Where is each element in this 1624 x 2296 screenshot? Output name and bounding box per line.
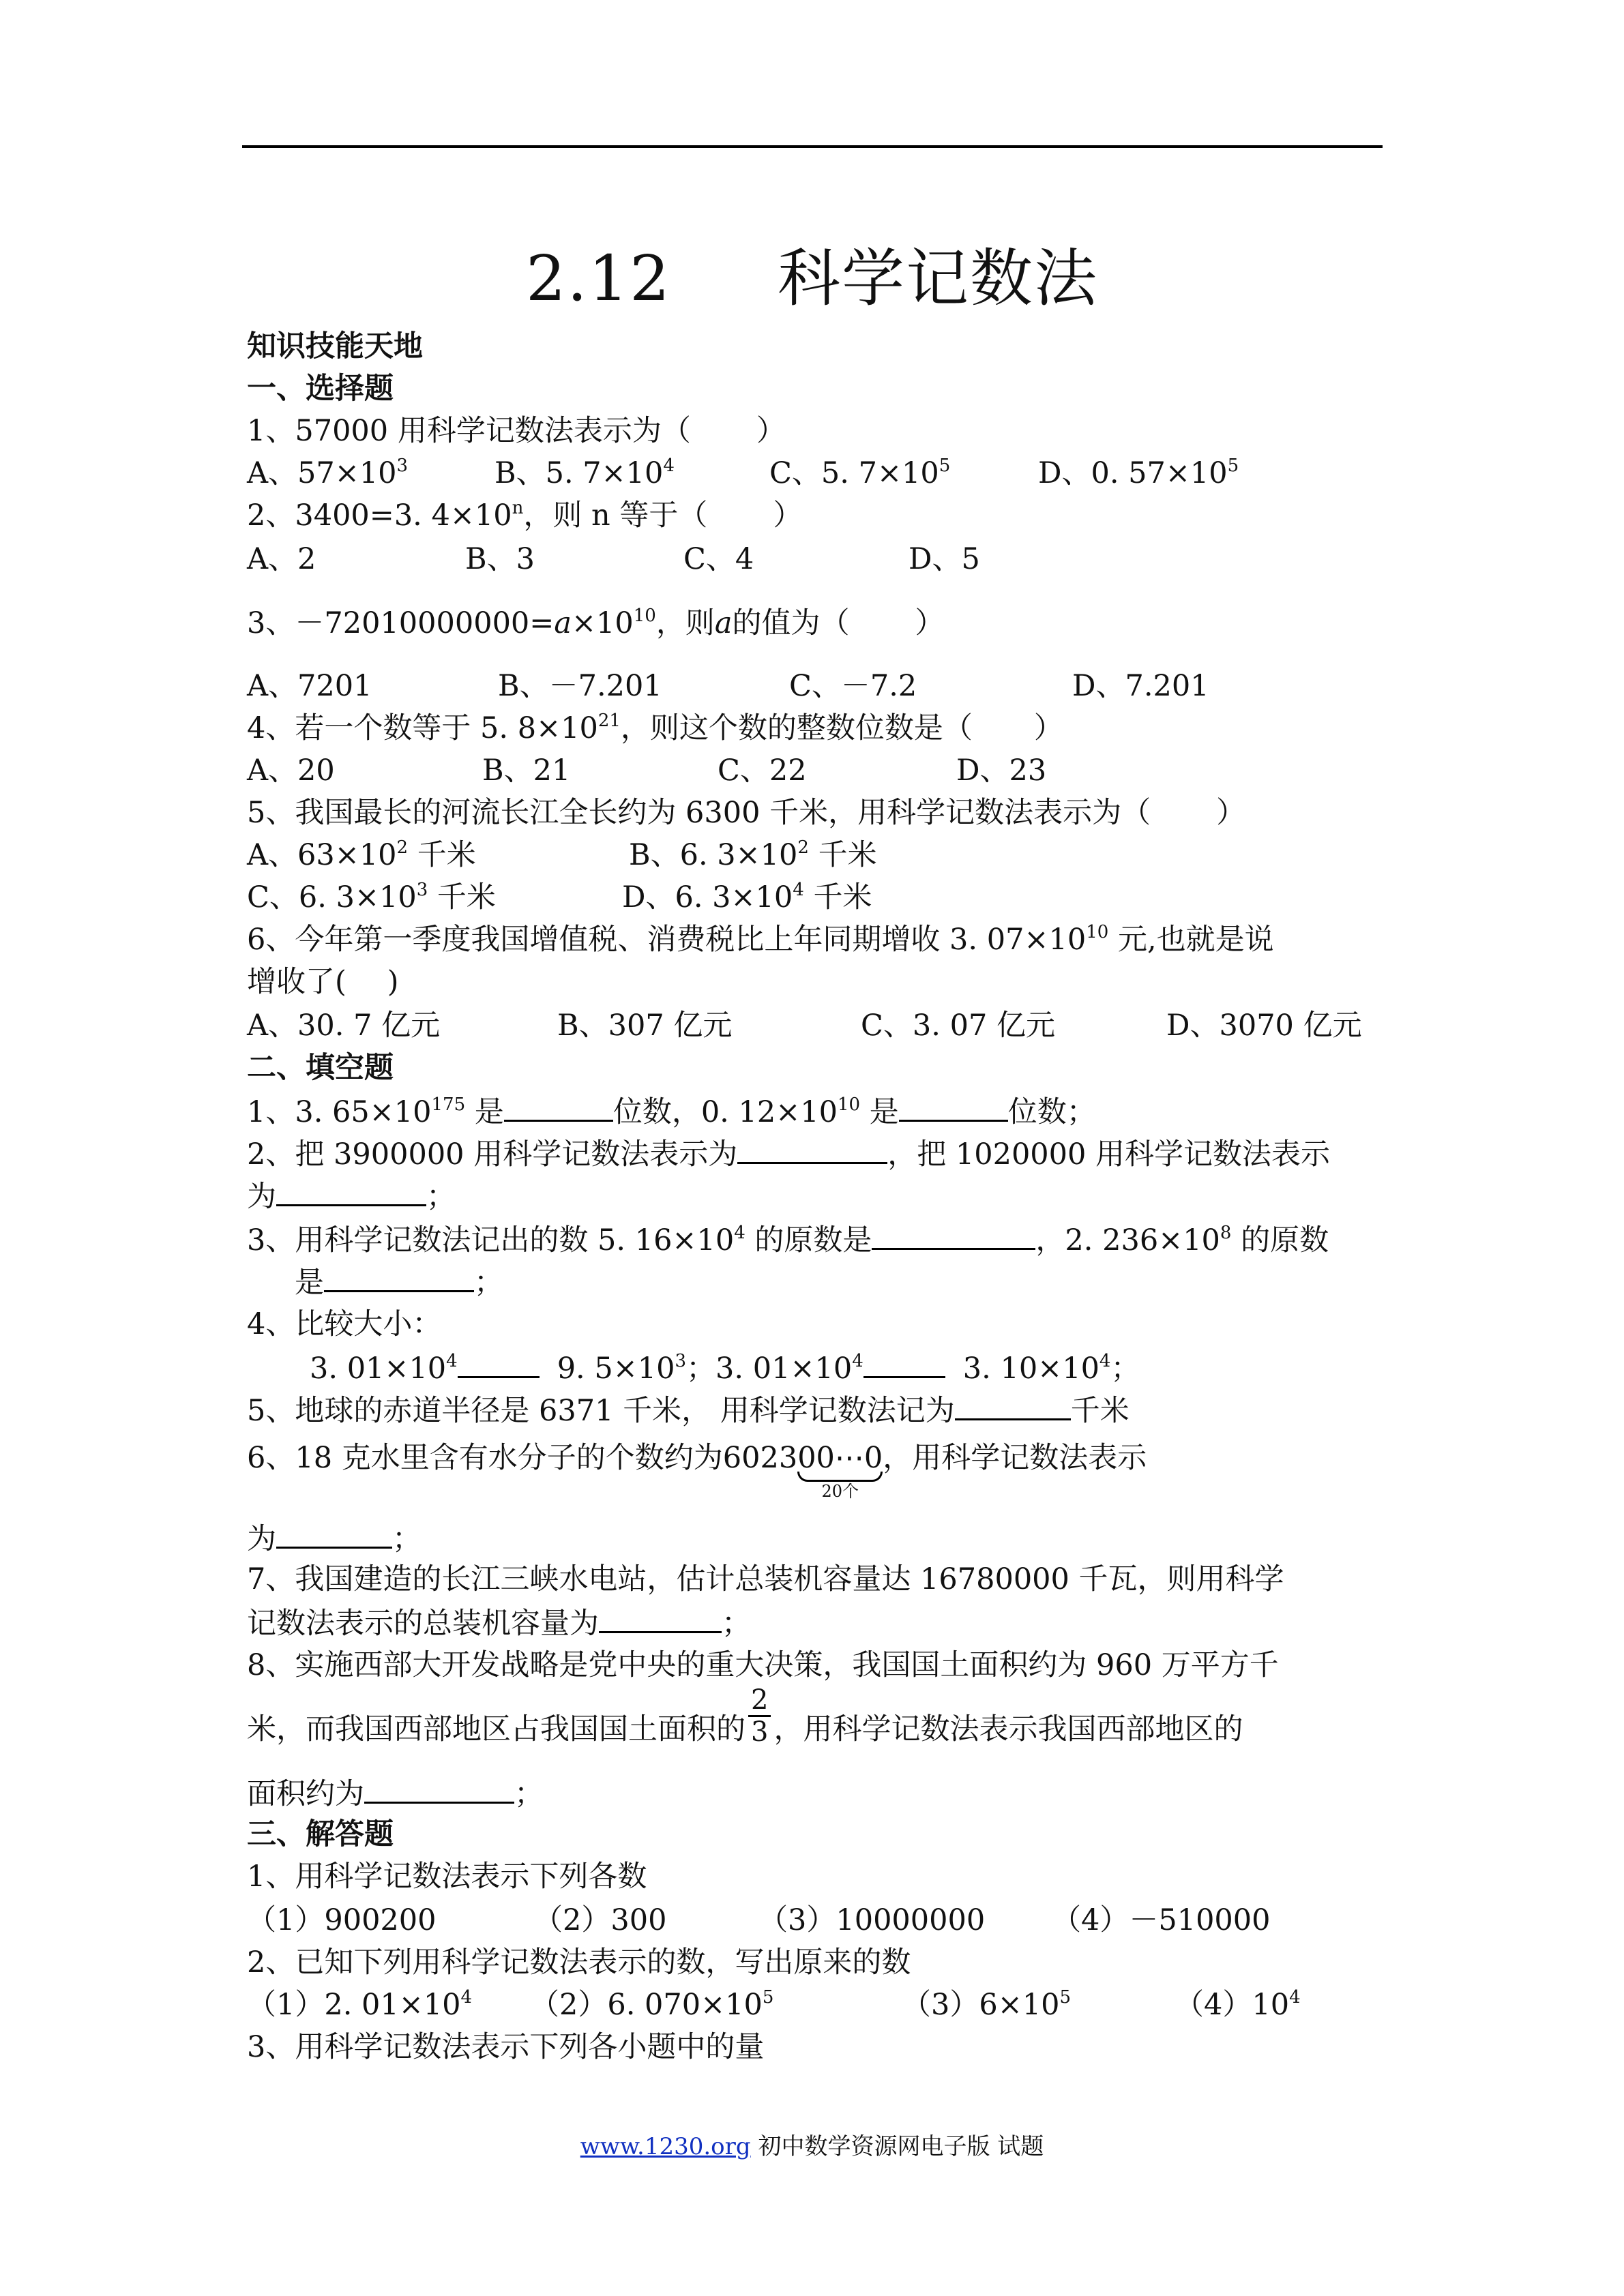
page-title: 2.12 科学记数法 [525,242,1099,315]
answer-blank[interactable] [458,1349,540,1378]
answer-blank[interactable] [364,1774,514,1804]
solve-3: 3、用科学记数法表示下列各小题中的量 [247,2030,765,2064]
fill-2: 2、把 3900000 用科学记数法表示为 ，把 1020000 用科学记数法表示 [247,1135,1330,1172]
section-heading: 知识技能天地 [247,329,423,363]
answer-blank[interactable] [504,1092,613,1122]
section-solve: 三、解答题 [247,1817,394,1851]
question-3: 3、$-72010000000=a\times 10^{10}$，则a的值为（ ） [247,605,945,640]
fill-6-line2: 为 ； [247,1519,422,1557]
fill-2-line2: 为 ； [247,1177,456,1214]
fraction: $\frac{2}{3}$ [748,1685,771,1747]
question-1: 1、57000 用科学记数法表示为（ ） [247,414,786,448]
answer-blank[interactable] [863,1349,945,1378]
option-d: D、0. $57\times 10^5$ [1038,455,1239,490]
fill-7: 7、我国建造的长江三峡水电站，估计总装机容量达 16780000 千瓦，则用科学 [247,1562,1284,1596]
answer-blank[interactable] [276,1177,426,1206]
fill-3: 3、用科学记数法记出的数 5. $16\times 10^4$ 的原数是 ，2. $236\times 10^8$ 的原数 [247,1221,1329,1258]
fill-4: 4、比较大小： [247,1307,442,1341]
fill-4-compare: 3. $01\times 10^4$ 9. $5\times 10^3$；3. $01\times 10^4$ 3. $10\times 10^4$； [310,1349,1140,1386]
footer: www.1230.org 初中数学资源网电子版 试题 [580,2133,1044,2160]
underbrace: 00⋯0 20个 [797,1441,883,1501]
answer-blank[interactable] [599,1604,722,1633]
answer-blank[interactable] [276,1519,392,1549]
option-a: A、$57\times 10^3$ [247,455,409,490]
answer-blank[interactable] [737,1135,887,1164]
fill-8-line3: 面积约为 ； [247,1774,544,1812]
question-4: 4、若一个数等于 5. $8\times 10^{21}$，则这个数的整数位数是（ ） [247,710,1063,745]
header-rule [242,145,1383,148]
solve-2: 2、已知下列用科学记数法表示的数，写出原来的数 [247,1945,911,1980]
question-5: 5、我国最长的河流长江全长约为 6300 千米，用科学记数法表示为（ ） [247,796,1246,830]
fill-1: 1、3. $65\times 10^{175}$ 是 位数，0. $12\times 10^{10}$ 是 位数； [247,1092,1096,1130]
answer-blank[interactable] [324,1263,474,1292]
footer-link[interactable]: www.1230.org [580,2133,751,2160]
question-6-line2: 增收了( ) [247,965,399,999]
fill-3-line2: 是 ； [295,1263,503,1300]
section-fill: 二、填空题 [247,1051,394,1085]
section-choice: 一、选择题 [247,372,394,406]
fill-8: 8、实施西部大开发战略是党中央的重大决策，我国国土面积约为 960 万平方千 [247,1648,1279,1682]
fill-8-line2: 米，而我国西部地区占我国国土面积的 $\frac{2}{3}$ ，用科学记数法表示我国西部地区的 [247,1684,1243,1748]
question-2: 2、3400=3. $4\times 10^n$，则 n 等于（ ） [247,497,803,533]
question-6: 6、今年第一季度我国增值税、消费税比上年同期增收 3. $07\times 10^{10}$ 元,也就是说 [247,921,1274,957]
option-c: C、5. $7\times 10^5$ [769,455,951,490]
solve-1: 1、用科学记数法表示下列各数 [247,1860,647,1894]
answer-blank[interactable] [955,1391,1071,1420]
fill-5: 5、地球的赤道半径是 6371 千米， 用科学记数法记为 千米 [247,1391,1130,1429]
fill-6: 6、18 克水里含有水分子的个数约为602300⋯0 20个 ，用科学记数法表示 [247,1441,1147,1501]
answer-blank[interactable] [872,1221,1035,1250]
option-b: B、5. $7\times 10^4$ [494,455,675,490]
answer-blank[interactable] [899,1092,1008,1122]
fill-7-line2: 记数法表示的总装机容量为 ； [247,1604,751,1641]
